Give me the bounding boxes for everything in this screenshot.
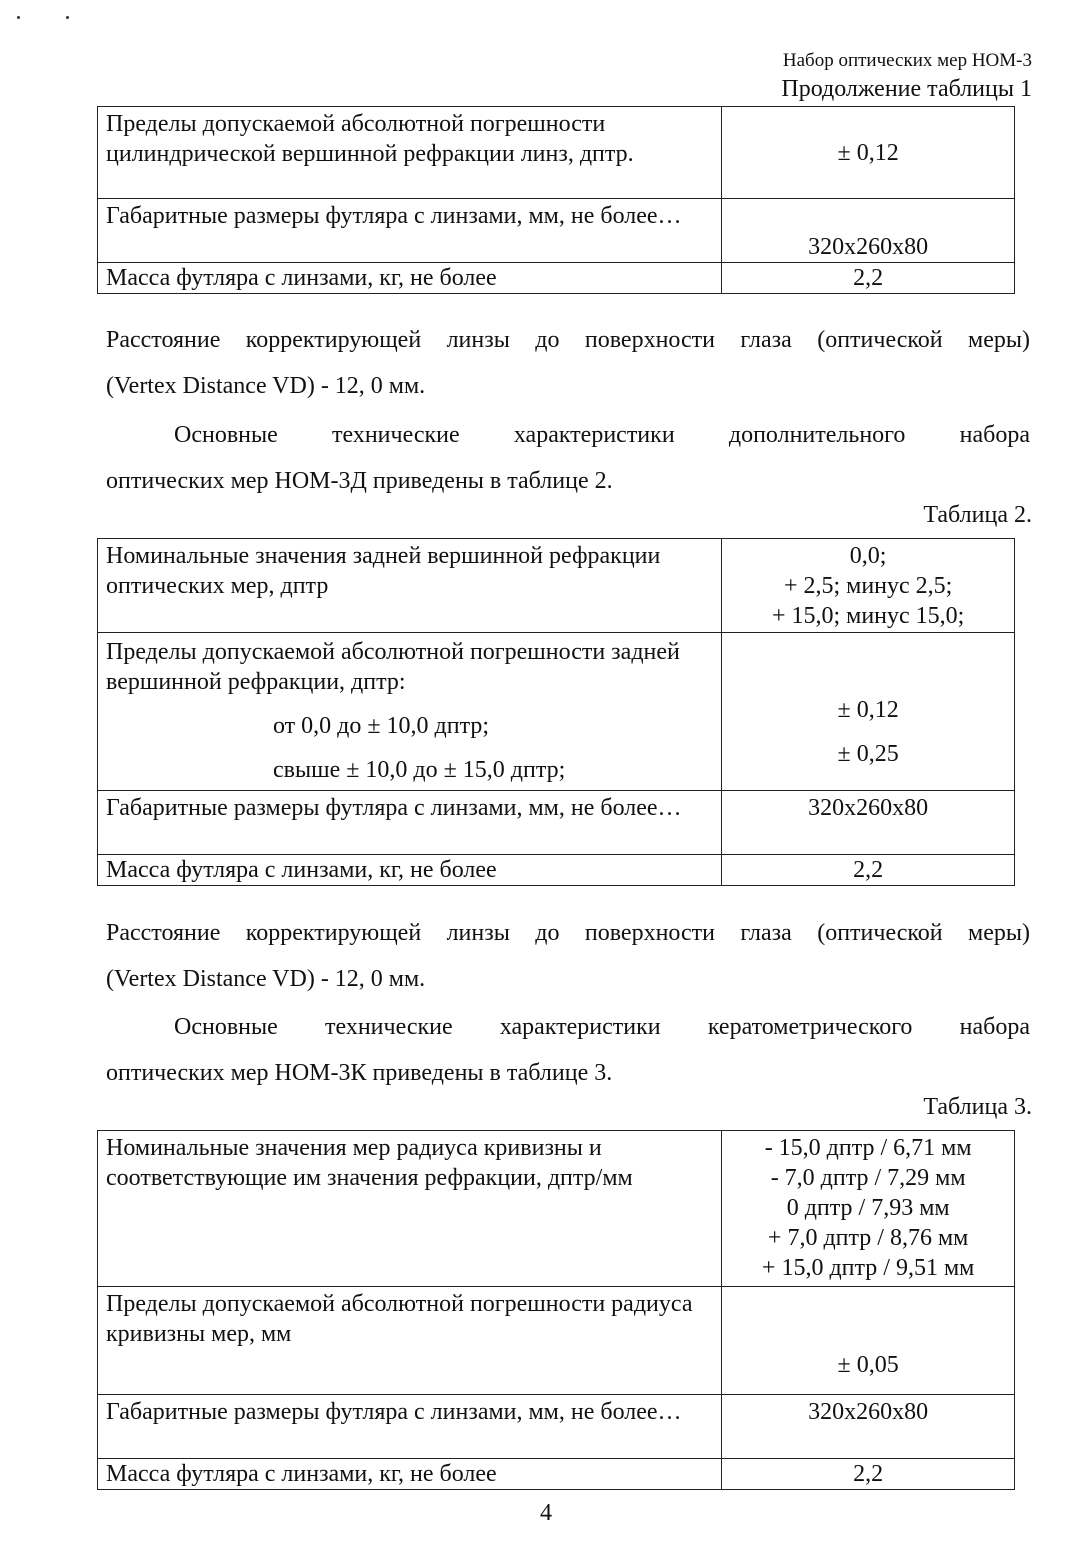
value-line: + 15,0 дптр / 9,51 мм <box>761 1255 975 1281</box>
scan-speck <box>17 16 20 19</box>
value-line: + 2,5; минус 2,5; <box>783 573 953 599</box>
row-label: Номинальные значения задней вершинной рефракции оптических мер, дптр <box>98 539 722 633</box>
row-label: Номинальные значения мер радиуса кривизны и соответствующие им значения рефракции, дптр/мм <box>98 1131 722 1287</box>
row-value <box>722 539 1015 633</box>
row-label: Масса футляра с линзами, кг, не более <box>98 263 722 294</box>
row-label: Пределы допускаемой абсолютной погрешности цилиндрической вершинной рефракции линз, дптр. <box>98 107 722 199</box>
table-row <box>98 107 1015 199</box>
paragraph-line: Расстояние корректирующей линзы до поверхности глаза (оптической меры) <box>106 920 1030 946</box>
table-row <box>98 1395 1015 1459</box>
value-line: ± 0,12 <box>837 697 899 723</box>
row-label: Пределы допускаемой абсолютной погрешности радиуса кривизны мер, мм <box>98 1287 722 1395</box>
row-value: 2,2 <box>722 263 1015 294</box>
scan-speck <box>66 16 69 19</box>
table-row <box>98 199 1015 263</box>
table-row <box>98 263 1015 294</box>
table-2-caption: Таблица 2. <box>923 502 1032 528</box>
row-label: Пределы допускаемой абсолютной погрешности задней вершинной рефракции, дптр: <box>106 639 680 695</box>
table-row <box>98 1131 1015 1287</box>
value-text: ± 0,05 <box>837 1352 899 1378</box>
table-continuation-label: Продолжение таблицы 1 <box>781 76 1032 102</box>
table-row <box>98 1459 1015 1490</box>
row-value <box>722 107 1015 199</box>
row-label: Габаритные размеры футляра с линзами, мм, не более… <box>98 199 722 263</box>
row-label: Масса футляра с линзами, кг, не более <box>98 855 722 886</box>
vertex-distance-paragraph <box>106 317 1030 409</box>
value-line: - 7,0 дптр / 7,29 мм <box>770 1165 966 1191</box>
row-label: Габаритные размеры футляра с линзами, мм, не более… <box>98 791 722 855</box>
value-line: + 15,0; минус 15,0; <box>771 603 965 629</box>
table-row <box>98 791 1015 855</box>
intro-paragraph-table-3 <box>106 1004 1030 1096</box>
table-1-continuation <box>97 106 1015 294</box>
value-line: 0 дптр / 7,93 мм <box>786 1195 950 1221</box>
row-value: 320х260х80 <box>722 791 1015 855</box>
sub-range-2: свыше ± 10,0 до ± 15,0 дптр; <box>273 757 566 783</box>
row-label: Габаритные размеры футляра с линзами, мм, не более… <box>98 1395 722 1459</box>
paragraph-line: Основные технические характеристики дополнительного набора <box>174 422 1030 448</box>
value-line: 0,0; <box>849 543 887 569</box>
vertex-distance-paragraph-2 <box>106 910 1030 1002</box>
sub-range-1: от 0,0 до ± 10,0 дптр; <box>273 713 490 739</box>
page-number: 4 <box>540 1500 552 1526</box>
row-label-cell <box>98 633 722 791</box>
value-line: + 7,0 дптр / 8,76 мм <box>767 1225 969 1251</box>
paragraph-line: Расстояние корректирующей линзы до поверхности глаза (оптической меры) <box>106 327 1030 353</box>
row-value: 320х260х80 <box>722 1395 1015 1459</box>
table-row <box>98 855 1015 886</box>
table-2 <box>97 538 1015 886</box>
row-label: Масса футляра с линзами, кг, не более <box>98 1459 722 1490</box>
table-row <box>98 633 1015 791</box>
table-row <box>98 539 1015 633</box>
row-value <box>722 1287 1015 1395</box>
value-text: ± 0,12 <box>837 139 899 166</box>
value-line: - 15,0 дптр / 6,71 мм <box>764 1135 972 1161</box>
intro-paragraph-table-2 <box>106 412 1030 504</box>
running-header: Набор оптических мер НОМ-3 <box>782 50 1032 71</box>
paragraph-line: (Vertex Distance VD) - 12, 0 мм. <box>106 966 426 992</box>
paragraph-line: оптических мер НОМ-3К приведены в таблице 3. <box>106 1060 613 1086</box>
row-value <box>722 1131 1015 1287</box>
paragraph-line: (Vertex Distance VD) - 12, 0 мм. <box>106 373 426 399</box>
value-line: ± 0,25 <box>837 741 899 767</box>
row-value: 2,2 <box>722 1459 1015 1490</box>
table-row <box>98 1287 1015 1395</box>
row-value <box>722 199 1015 263</box>
paragraph-line: Основные технические характеристики кератометрического набора <box>174 1014 1030 1040</box>
paragraph-line: оптических мер НОМ-3Д приведены в таблице 2. <box>106 468 613 494</box>
row-value <box>722 633 1015 791</box>
value-text: 320х260х80 <box>808 234 929 260</box>
table-3 <box>97 1130 1015 1490</box>
row-value: 2,2 <box>722 855 1015 886</box>
table-3-caption: Таблица 3. <box>923 1094 1032 1120</box>
